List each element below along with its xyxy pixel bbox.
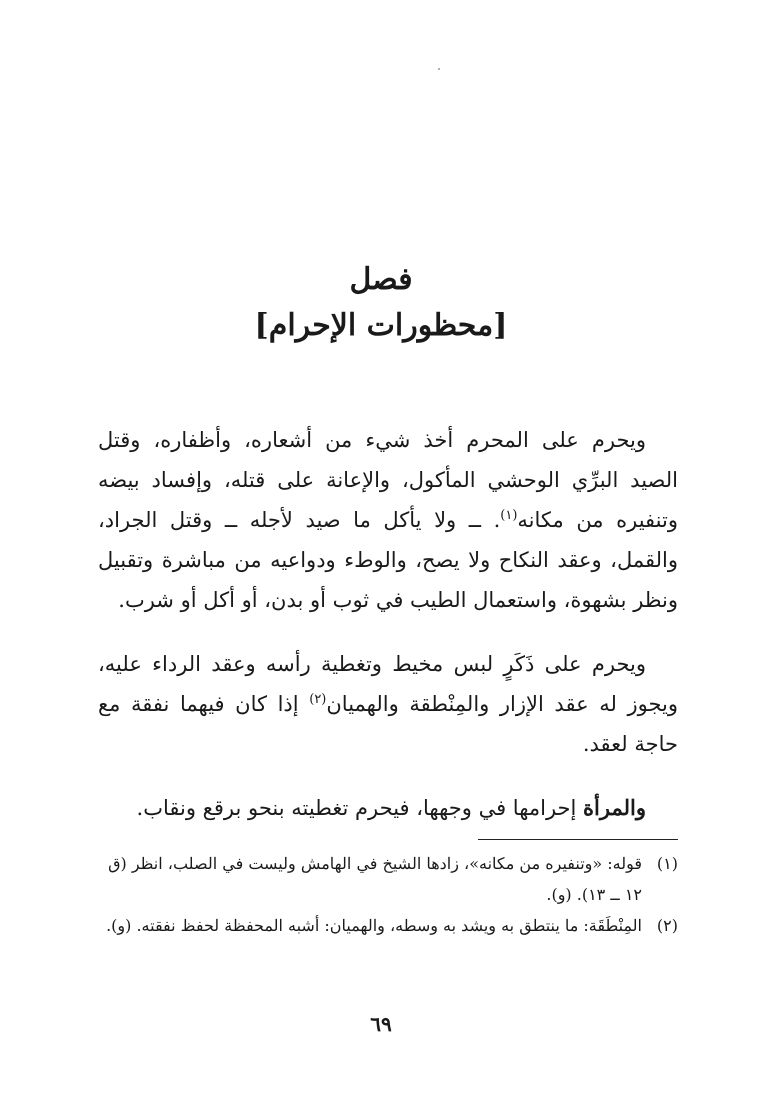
footnotes bbox=[98, 848, 678, 941]
section-heading: فصل bbox=[349, 262, 413, 297]
footnote-ref-2: (٢) bbox=[309, 692, 327, 707]
paragraph-2-text-a: ويحرم على ذَكَرٍ لبس مخيط وتغطية رأسه وعقد الرداء عليه، ويجوز له عقد الإزار والمِنْطقة والهميان bbox=[98, 652, 678, 716]
footnote-2-number: (٢) bbox=[656, 916, 678, 935]
paragraph-1-text-a: ويحرم على المحرم أخذ شيء من أشعاره، وأظفاره، وقتل الصيد البرِّي الوحشي المأكول، والإعانة على قتله، وإفساد بيضه وتنفيره من مكانه bbox=[98, 428, 678, 532]
paragraph-1 bbox=[98, 420, 678, 620]
footnote-ref-1: (١) bbox=[500, 508, 518, 523]
footnote-2 bbox=[98, 910, 678, 941]
paragraph-1-text-b: . ــ ولا يأكل ما صيد لأجله ــ وقتل الجراد، والقمل، وعقد النكاح ولا يصح، والوطء ودواعيه من مباشرة وتقبيل ونظر بشهوة، واستعمال الطيب في ثوب أو بدن، أو أكل أو شرب. bbox=[98, 508, 678, 612]
paragraph-3-lead: والمرأة bbox=[583, 795, 646, 820]
paragraph-2-text-b: إذا كان فيهما نفقة مع حاجة لعقد. bbox=[98, 692, 678, 756]
paragraph-3-text: إحرامها في وجهها، فيحرم تغطيته بنحو برقع ونقاب. bbox=[136, 796, 584, 820]
footnote-1-text: قوله: «وتنفيره من مكانه»، زادها الشيخ في الهامش وليست في الصلب، انظر (ق ١٢ ــ ١٣). (و). bbox=[108, 854, 642, 904]
scan-speck bbox=[438, 68, 440, 70]
page-number: ٦٩ bbox=[370, 1012, 392, 1036]
footnote-1-number: (١) bbox=[656, 854, 678, 873]
paragraph-2 bbox=[98, 644, 678, 764]
footnote-separator bbox=[478, 839, 678, 840]
section-subheading: [محظورات الإحرام] bbox=[254, 308, 508, 343]
footnote-1 bbox=[98, 848, 678, 910]
footnote-2-text: المِنْطَقَة: ما ينتطق به ويشد به وسطه، والهميان: أشبه المحفظة لحفظ نفقته. (و). bbox=[106, 916, 642, 935]
paragraph-3 bbox=[98, 788, 678, 828]
